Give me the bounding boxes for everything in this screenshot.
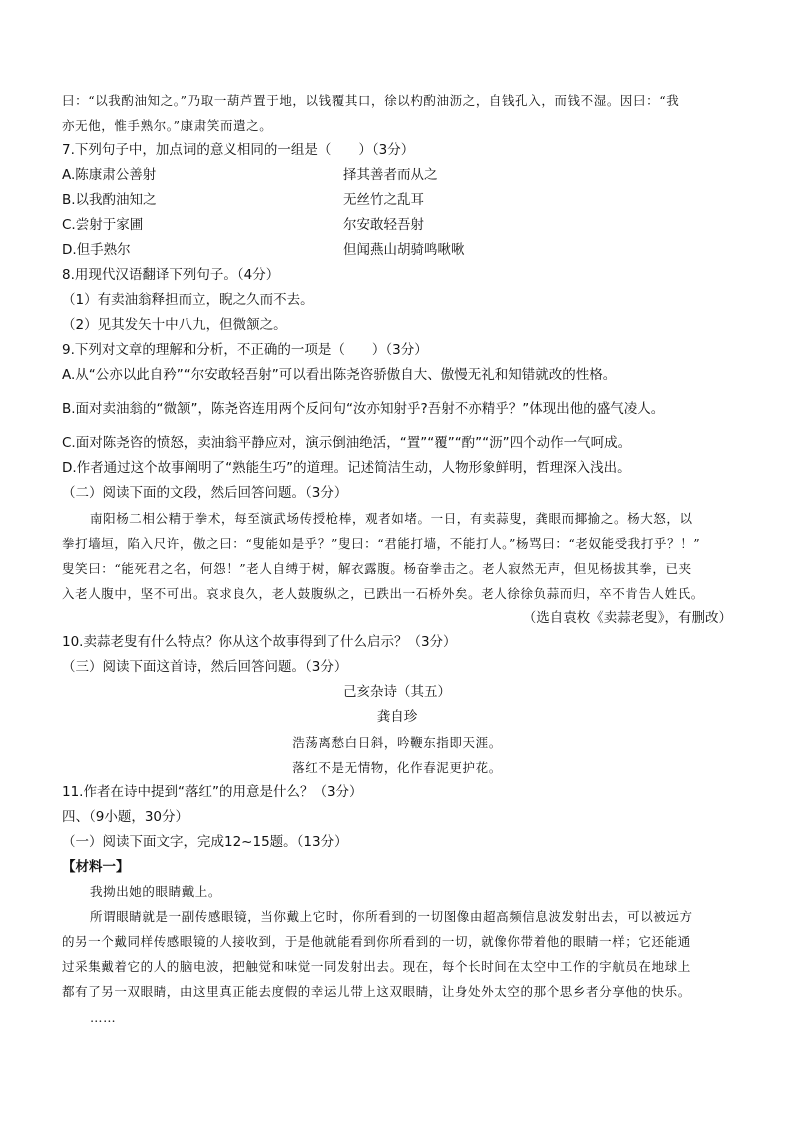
question-9-option-d: D.作者通过这个故事阐明了“熟能生巧”的道理。记述简洁生动，人物形象鲜明，哲理深入浅出。 <box>62 460 631 476</box>
passage-2-source: （选自袁枚《卖蒜老叟》，有删改） <box>522 610 732 626</box>
passage-2-line: 入老人腹中，坚不可出。哀求良久，老人鼓腹纵之，已跌出一石桥外矣。老人徐徐负蒜而归，卒不肯告人姓氏。 <box>62 586 704 601</box>
question-9-option-c: C.面对陈尧咨的愤怒，卖油翁平静应对，演示倒油绝活，“置”“覆”“酌”“沥”四个动作一气呵成。 <box>62 435 632 451</box>
option-d-right: 但闻燕山胡骑鸣啾啾 <box>343 242 465 258</box>
option-a-right: 择其善者而从之 <box>343 167 438 183</box>
poem-line-2: 落红不是无情物，化作春泥更护花。 <box>292 760 502 775</box>
section-3-heading: （三）阅读下面这首诗，然后回答问题。（3分） <box>62 659 348 675</box>
passage-2-line: 南阳杨二相公精于拳术，每至演武场传授枪棒，观者如堵。一日，有卖蒜叟，龚眼而揶揄之。杨大怒，以 <box>90 511 693 526</box>
material-1-line: 的另一个戴同样传感眼镜的人接收到，于是他就能看到你所看到的一切，就像你带着他的眼睛一样；它还能通 <box>62 934 691 949</box>
section-4-subheading: （一）阅读下面文字，完成12~15题。（13分） <box>62 834 348 850</box>
question-7-stem: 7.下列句子中，加点词的意义相同的一组是（ ）（3分） <box>62 142 415 158</box>
option-b-left: B.以我酌油知之 <box>62 192 157 208</box>
question-8-sentence-2: （2）见其发矢十中八九，但微颔之。 <box>62 317 287 333</box>
question-9-stem: 9.下列对文章的理解和分析，不正确的一项是（ ）（3分） <box>62 342 428 358</box>
poem-line-1: 浩荡离愁白日斜，吟鞭东指即天涯。 <box>292 735 502 750</box>
question-9-option-b: B.面对卖油翁的“微颔”，陈尧咨连用两个反问句“汝亦知射乎?吾射不亦精乎？”体现出他的盛气凌人。 <box>62 401 665 417</box>
material-1-line: 我拗出她的眼睛戴上。 <box>90 884 222 899</box>
passage-line: 亦无他，惟手熟尔。”康肃笑而遣之。 <box>62 118 273 133</box>
question-8-sentence-1: （1）有卖油翁释担而立，睨之久而不去。 <box>62 292 314 308</box>
option-c-left: C.尝射于家圃 <box>62 217 144 233</box>
question-8-stem: 8.用现代汉语翻译下列句子。（4分） <box>62 267 280 283</box>
passage-2-line: 拳打墙垣，陷入尺许，傲之曰：“叟能如是乎？”叟曰：“君能打墙，不能打人。”杨骂曰：“老奴能受我打乎？！” <box>62 536 701 551</box>
question-9-option-a: A.从“公亦以此自矜”“尔安敢轻吾射”可以看出陈尧咨骄傲自大、傲慢无礼和知错就改的性格。 <box>62 367 617 383</box>
passage-2-line: 叟笑曰：“能死君之名，何怨！”老人自缚于树，解衣露腹。杨奋拳击之。老人寂然无声，但见杨拔其拳，已夹 <box>62 561 692 576</box>
poem-title: 己亥杂诗（其五） <box>343 684 451 700</box>
question-10-stem: 10.卖蒜老叟有什么特点？你从这个故事得到了什么启示？（3分） <box>62 634 457 650</box>
passage-line: 曰：“以我酌油知之。”乃取一葫芦置于地，以钱覆其口，徐以杓酌油沥之，自钱孔入，而钱不湿。因曰：“我 <box>62 93 680 108</box>
option-a-left: A.陈康肃公善射 <box>62 167 157 183</box>
question-11-stem: 11.作者在诗中提到“落红”的用意是什么？（3分） <box>62 784 363 800</box>
material-1-line: 过采集戴着它的人的脑电波，把触觉和味觉一同发射出去。现在，每个长时间在太空中工作的宇航员在地球上 <box>62 959 691 974</box>
section-2-heading: （二）阅读下面的文段，然后回答问题。（3分） <box>62 485 348 501</box>
material-1-ellipsis: …… <box>90 1010 117 1025</box>
material-1-line: 所谓眼睛就是一副传感眼镜，当你戴上它时，你所看到的一切图像由超高频信息波发射出去，可以被远方 <box>90 909 693 924</box>
section-4-heading: 四、（9小题，30分） <box>62 809 190 825</box>
material-1-label: 【材料一】 <box>62 859 130 875</box>
poem-author: 龚自珍 <box>376 709 418 725</box>
option-b-right: 无丝竹之乱耳 <box>343 192 424 208</box>
option-c-right: 尔安敢轻吾射 <box>343 217 424 233</box>
material-1-line: 都有了另一双眼睛，由这里真正能去度假的幸运儿带上这双眼睛，让身处外太空的那个思乡者分享他的快乐。 <box>62 984 691 999</box>
option-d-left: D.但手熟尔 <box>62 242 131 258</box>
